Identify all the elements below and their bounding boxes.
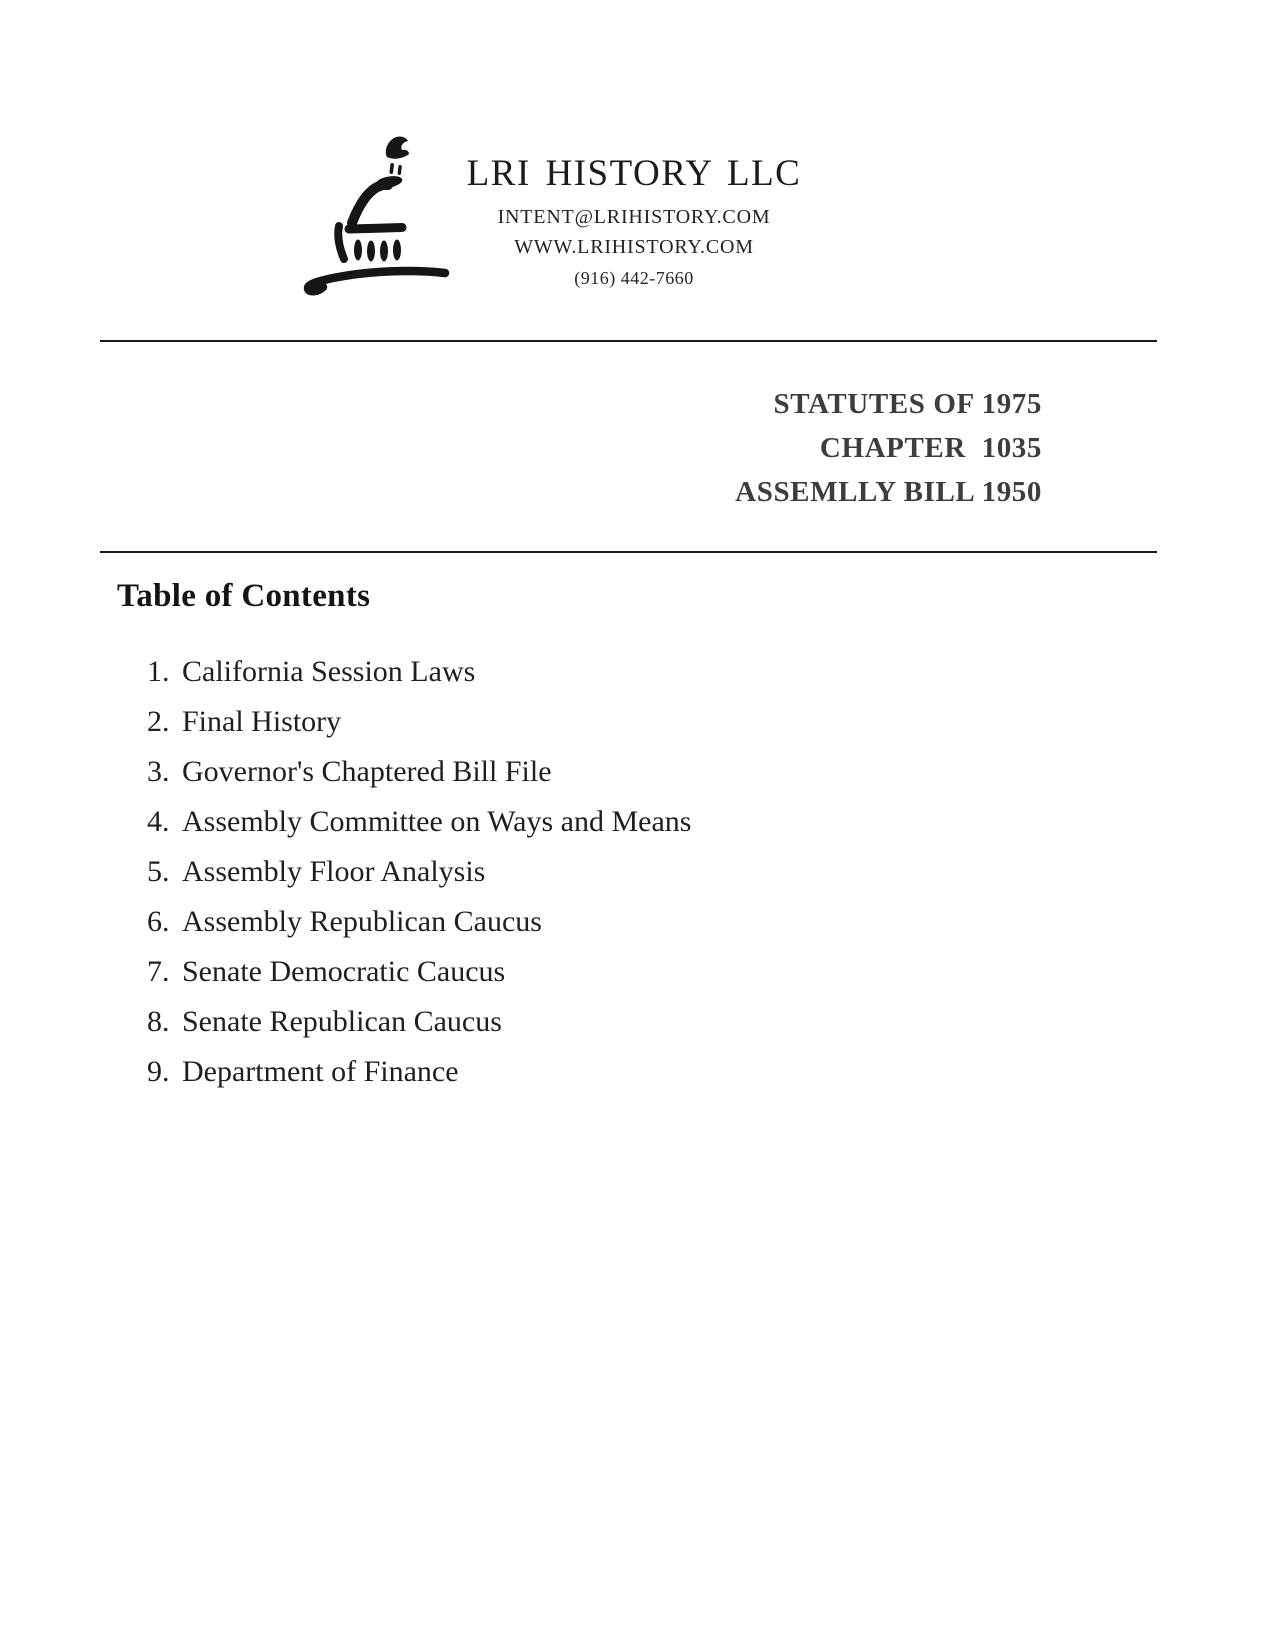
company-phone: (916) 442-7660: [574, 267, 694, 288]
toc-item-number: 7.: [147, 955, 170, 988]
company-website: WWW.LRIHISTORY.COM: [514, 235, 754, 258]
toc-item-label: Assembly Floor Analysis: [182, 855, 486, 888]
company-email: INTENT@LRIHISTORY.COM: [497, 205, 771, 228]
letterhead: [408, 154, 860, 289]
toc-item-label: Assembly Committee on Ways and Means: [182, 805, 692, 838]
company-name: LRI HISTORY LLC: [466, 153, 802, 194]
bill-reference-block: [735, 382, 1042, 514]
toc-item-number: 2.: [147, 705, 170, 738]
toc-item-label: Department of Finance: [182, 1055, 459, 1088]
toc-item-number: 8.: [147, 1005, 170, 1038]
toc-item: [147, 947, 1047, 997]
toc-item: [147, 897, 1047, 947]
toc-item-number: 3.: [147, 755, 170, 788]
divider-top: [100, 340, 1157, 342]
toc-item-label: Assembly Republican Caucus: [182, 905, 542, 938]
toc-item: [147, 847, 1047, 897]
toc-item: [147, 747, 1047, 797]
toc-item-number: 5.: [147, 855, 170, 888]
toc-item-label: Senate Republican Caucus: [182, 1005, 502, 1038]
toc-item-number: 6.: [147, 905, 170, 938]
toc-title: Table of Contents: [117, 578, 371, 614]
toc-item-label: Governor's Chaptered Bill File: [182, 755, 552, 788]
chapter-line: CHAPTER 1035: [819, 432, 1042, 464]
toc-item: [147, 647, 1047, 697]
statutes-line: STATUTES OF 1975: [773, 388, 1042, 420]
toc-item-label: Final History: [182, 705, 342, 738]
toc-item: [147, 797, 1047, 847]
toc-item: [147, 997, 1047, 1047]
toc-item: [147, 697, 1047, 747]
toc-item-number: 4.: [147, 805, 170, 838]
toc-item-number: 1.: [147, 655, 170, 688]
toc-item-label: California Session Laws: [182, 655, 476, 688]
divider-bottom: [100, 551, 1157, 553]
toc-item-number: 9.: [147, 1055, 170, 1088]
toc-item: [147, 1047, 1047, 1097]
assembly-bill-line: ASSEMLLY BILL 1950: [735, 476, 1042, 508]
toc-item-label: Senate Democratic Caucus: [182, 955, 506, 988]
toc-list: [147, 647, 1047, 1097]
